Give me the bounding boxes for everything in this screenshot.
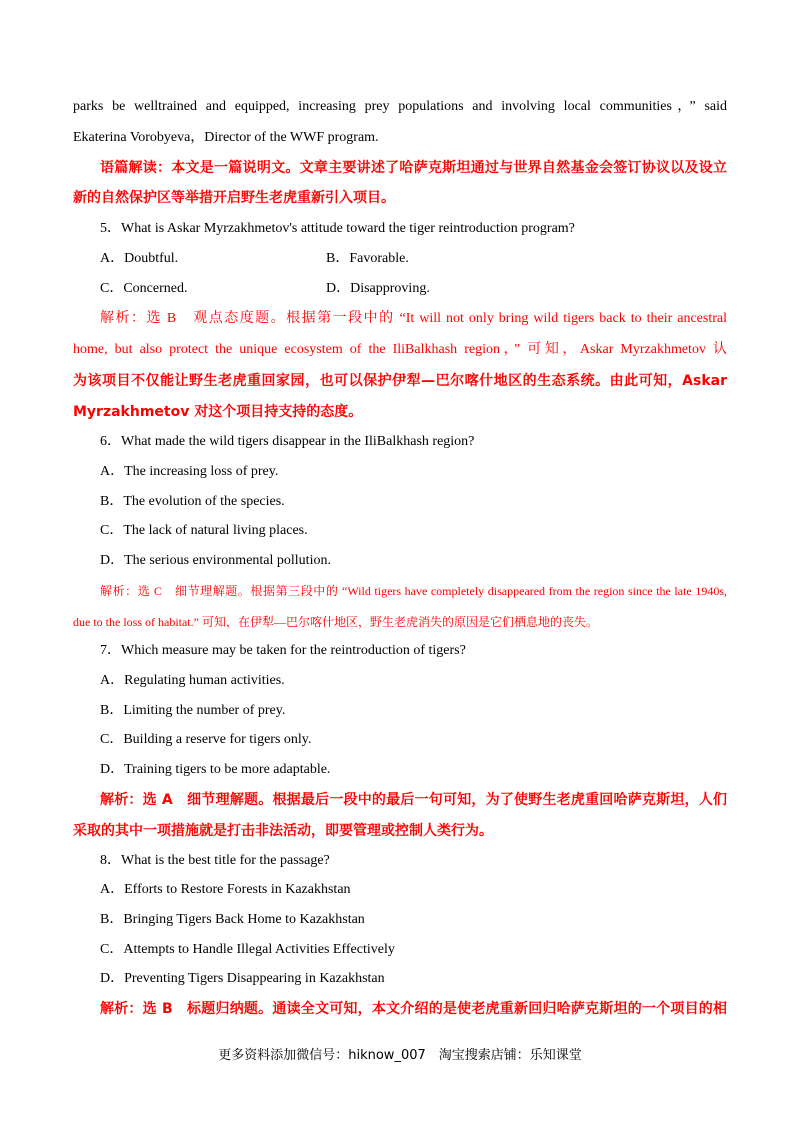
question-7: 7．Which measure may be taken for the reintroduction of tigers? xyxy=(100,643,466,658)
option-d: D．Disapproving. xyxy=(326,281,430,296)
option-c: C．Attempts to Handle Illegal Activities Effectively xyxy=(100,942,395,957)
explanation-text: Myrzakhmetov 对这个项目持支持的态度。 xyxy=(73,404,363,420)
option-a: A．Doubtful. xyxy=(100,251,179,266)
option-a: A．Regulating human activities. xyxy=(100,673,285,688)
option-b: B．Favorable. xyxy=(326,251,409,266)
option-a: A．The increasing loss of prey. xyxy=(100,464,279,479)
option-row xyxy=(100,250,727,268)
summary-text: 语篇解读：本文是一篇说明文。文章主要讲述了哈萨克斯坦通过与世界自然基金会签订协议以及设立 xyxy=(100,160,727,176)
page-footer: 更多资料添加微信号：hiknow_007 淘宝搜索店铺：乐知课堂 xyxy=(218,1048,582,1063)
explanation-text: 解析：选 B 观点态度题。根据第一段中的 “It will not only bring wild tigers back to their ancestral xyxy=(100,311,727,326)
option-row xyxy=(100,280,727,298)
option-c: C．The lack of natural living places. xyxy=(100,523,308,538)
option-b: B．Limiting the number of prey. xyxy=(100,703,286,718)
explanation-text: 为该项目不仅能让野生老虎重回家园，也可以保护伊犁—巴尔喀什地区的生态系统。由此可知，Askar xyxy=(73,373,727,389)
explanation-text: 解析：选 A 细节理解题。根据最后一段中的最后一句可知，为了使野生老虎重回哈萨克斯坦，人们 xyxy=(100,792,727,808)
option-d: D．Training tigers to be more adaptable. xyxy=(100,762,331,777)
option-a: A．Efforts to Restore Forests in Kazakhstan xyxy=(100,882,351,897)
option-b: B．The evolution of the species. xyxy=(100,494,285,509)
explanation-text: 解析：选 B 标题归纳题。通读全文可知，本文介绍的是使老虎重新回归哈萨克斯坦的一个项目的相 xyxy=(100,1001,727,1017)
question-6: 6．What made the wild tigers disappear in the IliBalkhash region? xyxy=(100,434,475,449)
explanation-text: 采取的其中一项措施就是打击非法活动，即要管理或控制人类行为。 xyxy=(73,823,493,839)
option-c: C．Building a reserve for tigers only. xyxy=(100,732,312,747)
option-b: B．Bringing Tigers Back Home to Kazakhstan xyxy=(100,912,365,927)
passage-text: parks be welltrained and equipped, increasing prey populations and involving local communities，” said xyxy=(73,99,727,114)
explanation-text: due to the loss of habitat.” 可知，在伊犁—巴尔喀什地区，野生老虎消失的原因是它们栖息地的丧失。 xyxy=(73,615,598,629)
option-d: D．The serious environmental pollution. xyxy=(100,553,331,568)
option-d: D．Preventing Tigers Disappearing in Kazakhstan xyxy=(100,971,385,986)
question-8: 8．What is the best title for the passage? xyxy=(100,853,330,868)
explanation-text: home, but also protect the unique ecosystem of the IliBalkhash region，” 可知，Askar Myrzakhmetov 认 xyxy=(73,342,727,357)
question-5: 5．What is Askar Myrzakhmetov's attitude toward the tiger reintroduction program? xyxy=(100,221,575,236)
summary-text: 新的自然保护区等举措开启野生老虎重新引入项目。 xyxy=(73,190,395,206)
passage-text: Ekaterina Vorobyeva，Director of the WWF program. xyxy=(73,130,379,145)
option-c: C．Concerned. xyxy=(100,281,188,296)
explanation-text: 解析：选 C 细节理解题。根据第三段中的 “Wild tigers have completely disappeared from the region since the late 1940s, xyxy=(100,584,727,598)
